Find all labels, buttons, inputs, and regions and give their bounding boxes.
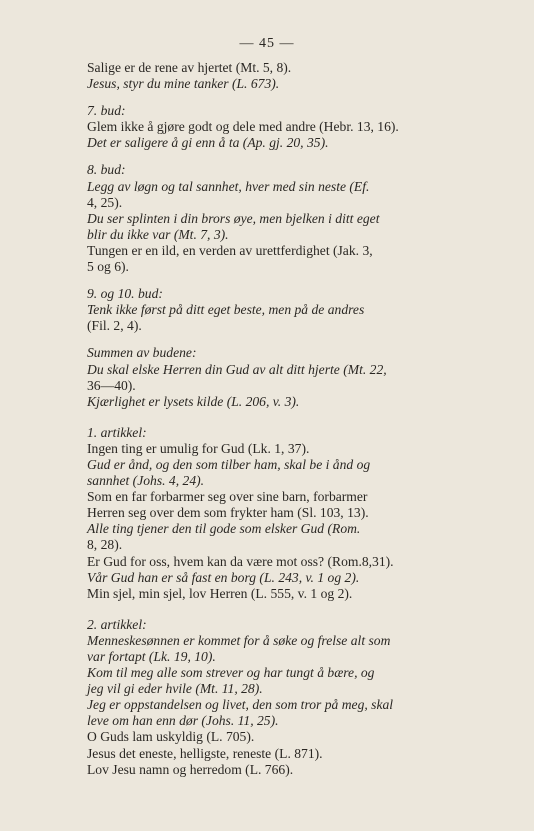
verse-line: Kjærlighet er lysets kilde (L. 206, v. 3). xyxy=(87,393,300,409)
verse-line: Legg av løgn og tal sannhet, hver med sin neste (Ef. xyxy=(87,178,370,194)
section-8-bud xyxy=(87,162,449,275)
section-7-bud xyxy=(87,103,449,151)
verse-line: Menneskesønnen er kommet for å søke og frelse alt som xyxy=(87,632,391,648)
verse-line: Jesus, styr du mine tanker (L. 673). xyxy=(87,76,280,92)
verse-line: sannhet (Johs. 4, 24). xyxy=(87,473,205,489)
verse-line: Du ser splinten i din brors øye, men bjelken i ditt eget xyxy=(87,210,380,226)
verse-line: O Guds lam uskyldig (L. 705). xyxy=(87,729,255,745)
section-summen xyxy=(87,345,449,409)
verse-line: Jesus det eneste, helligste, reneste (L. 871). xyxy=(87,745,323,761)
section-heading: 9. og 10. bud: xyxy=(87,286,163,302)
verse-line: (Fil. 2, 4). xyxy=(87,318,142,334)
verse-line: 4, 25). xyxy=(87,194,123,210)
verse-line: Gud er ånd, og den som tilber ham, skal be i ånd og xyxy=(87,456,371,472)
verse-line: Tenk ikke først på ditt eget beste, men på de andres xyxy=(87,302,365,318)
verse-line: Er Gud for oss, hvem kan da være mot oss? (Rom.8,31). xyxy=(87,553,394,569)
verse-line: Glem ikke å gjøre godt og dele med andre (Hebr. 13, 16). xyxy=(87,119,399,135)
section-heading: 2. artikkel: xyxy=(87,616,147,632)
verse-line: Tungen er en ild, en verden av urettferdighet (Jak. 3, xyxy=(87,242,373,258)
verse-line: 36—40). xyxy=(87,377,136,393)
verse-line: Lov Jesu namn og herredom (L. 766). xyxy=(87,761,294,777)
verse-line: Vår Gud han er så fast en borg (L. 243, v. 1 og 2). xyxy=(87,569,360,585)
section-intro xyxy=(87,60,449,92)
verse-line: Jeg er oppstandelsen og livet, den som tror på meg, skal xyxy=(87,697,394,713)
page-number: — 45 — xyxy=(239,36,295,51)
verse-line: Som en far forbarmer seg over sine barn, forbarmer xyxy=(87,489,368,505)
verse-line: Ingen ting er umulig for Gud (Lk. 1, 37). xyxy=(87,440,310,456)
section-9-10-bud xyxy=(87,286,449,334)
verse-line: Det er saligere å gi enn å ta (Ap. gj. 20, 35). xyxy=(87,135,329,151)
verse-line: blir du ikke var (Mt. 7, 3). xyxy=(87,226,229,242)
verse-line: Du skal elske Herren din Gud av alt ditt hjerte (Mt. 22, xyxy=(87,361,387,377)
section-heading: 1. artikkel: xyxy=(87,424,147,440)
verse-line: 5 og 6). xyxy=(87,259,129,275)
page-body xyxy=(87,60,449,778)
verse-line: Herren seg over dem som frykter ham (Sl. 103, 13). xyxy=(87,505,369,521)
section-heading: 8. bud: xyxy=(87,162,126,178)
verse-line: var fortapt (Lk. 19, 10). xyxy=(87,649,216,664)
verse-line: Min sjel, min sjel, lov Herren (L. 555, v. 1 og 2). xyxy=(87,585,353,601)
section-heading: 7. bud: xyxy=(87,103,126,119)
section-heading: Summen av budene: xyxy=(87,345,197,361)
section-1-artikkel xyxy=(87,425,449,602)
section-2-artikkel xyxy=(87,617,449,778)
verse-line: leve om han enn dør (Johs. 11, 25). xyxy=(87,713,279,729)
verse-line: Salige er de rene av hjertet (Mt. 5, 8). xyxy=(87,60,292,75)
verse-line: Kom til meg alle som strever og har tungt å bære, og xyxy=(87,665,375,681)
verse-line: jeg vil gi eder hvile (Mt. 11, 28). xyxy=(87,681,263,697)
verse-line: 8, 28). xyxy=(87,537,123,553)
verse-line: Alle ting tjener den til gode som elsker Gud (Rom. xyxy=(87,521,361,537)
